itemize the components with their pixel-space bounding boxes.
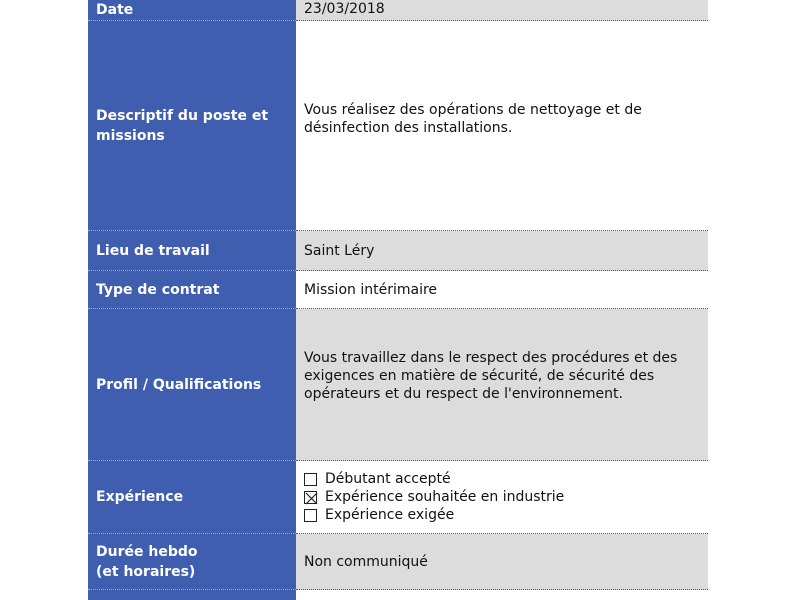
row-value: Non communiqué	[296, 534, 708, 590]
checked-checkbox-icon[interactable]	[304, 491, 317, 504]
row-label	[88, 590, 296, 600]
checkbox-experience-souhaitee[interactable]	[304, 488, 564, 506]
row-label: Type de contrat	[88, 271, 296, 309]
experience-options	[296, 461, 708, 534]
row-experience	[88, 461, 708, 534]
checkbox-icon[interactable]	[304, 473, 317, 486]
row-next	[88, 590, 708, 600]
row-label	[88, 534, 296, 590]
row-weekly-hours	[88, 534, 708, 590]
label-line: Durée hebdo	[96, 543, 198, 560]
row-value: Mission intérimaire	[296, 271, 708, 309]
row-label: Profil / Qualifications	[88, 309, 296, 461]
row-value: Vous réalisez des opérations de nettoyage et de désinfection des installations.	[296, 21, 708, 231]
row-label: Expérience	[88, 461, 296, 534]
row-date	[88, 0, 708, 21]
row-contract-type	[88, 271, 708, 309]
row-value: Saint Léry	[296, 231, 708, 271]
row-label: Lieu de travail	[88, 231, 296, 271]
checkbox-icon[interactable]	[304, 509, 317, 522]
checkbox-debutant[interactable]	[304, 470, 451, 488]
row-label: Date	[88, 0, 296, 21]
row-value: Vous travaillez dans le respect des procédures et des exigences en matière de sécurité, de sécurité des opérateurs et du respect de l'environnement.	[296, 309, 708, 461]
label-line: (et horaires)	[96, 563, 196, 580]
checkbox-label: Débutant accepté	[325, 471, 451, 487]
checkbox-label: Expérience exigée	[325, 507, 455, 523]
row-description	[88, 21, 708, 231]
row-profile	[88, 309, 708, 461]
row-label: Descriptif du poste et missions	[88, 21, 296, 231]
row-workplace	[88, 231, 708, 271]
checkbox-label: Expérience souhaitée en industrie	[325, 489, 565, 505]
row-value: 23/03/2018	[296, 0, 708, 21]
row-value	[296, 590, 708, 600]
checkbox-experience-exigee[interactable]	[304, 506, 454, 524]
